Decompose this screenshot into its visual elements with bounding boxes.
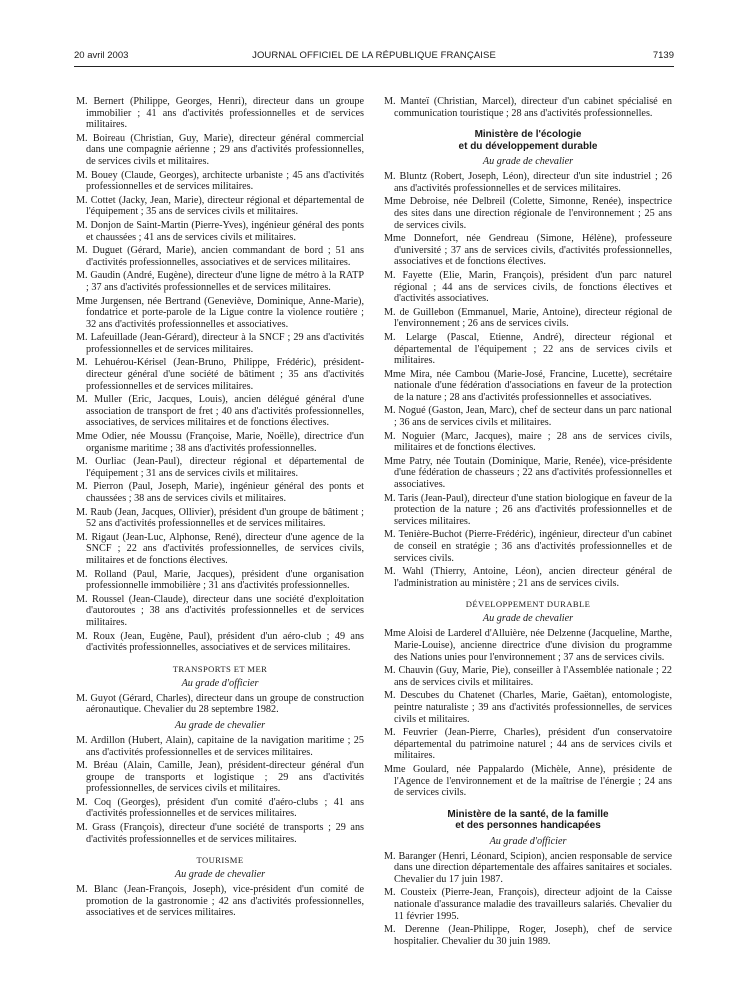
header-date: 20 avril 2003	[74, 50, 129, 61]
entry-list	[384, 96, 672, 119]
entry-list	[384, 628, 672, 798]
entry-list	[76, 693, 364, 716]
entry-list	[76, 884, 364, 919]
decoration-entry: M. Bouey (Claude, Georges), architecte urbaniste ; 45 ans d'activités professionnelles et de services militaires.	[76, 169, 364, 193]
decoration-entry: M. Lehuérou-Kérisel (Jean-Bruno, Philippe, Frédéric), président-directeur général d'une société de bâtiment ; 35 ans d'activités professionnelles et de services militaires.	[76, 357, 364, 392]
decoration-entry: Mme Aloisi de Larderel d'Alluière, née Delzenne (Jacqueline, Marthe, Marie-Louise), ancienne directrice d'une division du programme des Nations unies pour l'environnement ; 37 ans de services civils.	[384, 628, 672, 663]
decoration-entry: M. Guyot (Gérard, Charles), directeur dans un groupe de construction aéronautique. Chevalier du 28 septembre 1982.	[76, 692, 364, 716]
decoration-entry: M. Gaudin (André, Eugène), directeur d'une ligne de métro à la RATP ; 37 ans d'activités professionnelles et de services militaires.	[76, 270, 364, 293]
decoration-entry: M. Tenière-Buchot (Pierre-Frédéric), ingénieur, directeur d'un cabinet de conseil en stratégie ; 36 ans d'activités professionnelles et de services civils.	[384, 529, 672, 564]
entry-list	[384, 171, 672, 589]
decoration-entry: M. Bréau (Alain, Camille, Jean), président-directeur général d'un groupe de transports et logistique ; 29 ans d'activités professionnelles, de services civils et militaires.	[76, 760, 364, 795]
page-header	[74, 50, 674, 64]
decoration-entry: M. Bernert (Philippe, Georges, Henri), directeur dans un groupe immobilier ; 41 ans d'activités professionnelles et de services militaires.	[76, 96, 364, 131]
decoration-entry: M. Ourliac (Jean-Paul), directeur régional et départemental de l'équipement ; 31 ans de services civils et militaires.	[76, 456, 364, 479]
ministry-heading-line: et des personnes handicapées	[455, 820, 601, 832]
decoration-entry: Mme Debroise, née Delbreil (Colette, Simonne, Renée), inspectrice des sites dans une direction régionale de l'environnement ; 25 ans de services civils.	[384, 196, 672, 231]
decoration-entry: M. Boireau (Christian, Guy, Marie), directeur général commercial dans une compagnie aérienne ; 29 ans d'activités professionnelles, de services civils et militaires.	[76, 132, 364, 167]
ministry-heading-ecologie	[384, 129, 672, 152]
decoration-entry: M. Roussel (Jean-Claude), directeur dans une société d'exploitation d'autoroutes ; 38 ans d'activités professionnelles et de services militaires.	[76, 593, 364, 628]
decoration-entry: M. Derenne (Jean-Philippe, Roger, Joseph), chef de service hospitalier. Chevalier du 30 juin 1989.	[384, 924, 672, 947]
grade-heading: Au grade de chevalier	[174, 869, 266, 881]
decoration-entry: M. Wahl (Thierry, Antoine, Léon), ancien directeur général de l'administration au ministère ; 21 ans de services civils.	[384, 566, 672, 589]
decoration-entry: Mme Patry, née Toutain (Dominique, Marie, Renée), vice-présidente d'une fédération de chasseurs ; 22 ans d'activités professionnelles et associatives.	[384, 455, 672, 491]
decoration-entry: Mme Donnefort, née Gendreau (Simone, Hélène), professeure d'université ; 37 ans de services civils, d'activités professionnelles, associatives et de fonctions électives.	[384, 233, 672, 268]
decoration-entry: M. Cottet (Jacky, Jean, Marie), directeur régional et départemental de l'équipement ; 35 ans de services civils et militaires.	[76, 194, 364, 218]
decoration-entry: Mme Jurgensen, née Bertrand (Geneviève, Dominique, Anne-Marie), fondatrice et porte-parole de la Ligue contre la violence routière ; 32 ans d'activités professionnelles et associatives.	[76, 295, 364, 330]
decoration-entry: M. de Guillebon (Emmanuel, Marie, Antoine), directeur régional de l'environnement ; 26 ans de services civils.	[384, 306, 672, 330]
decoration-entry: Mme Goulard, née Pappalardo (Michèle, Anne), présidente de l'Agence de l'environnement et de la maîtrise de l'énergie ; 24 ans de services civils.	[384, 763, 672, 799]
decoration-entry: M. Cousteix (Pierre-Jean, François), directeur adjoint de la Caisse nationale d'assurance maladie des travailleurs salariés. Chevalier du 11 février 1995.	[384, 887, 672, 922]
ministry-heading-line: Ministère de l'écologie	[474, 129, 582, 141]
decoration-entry: M. Pierron (Paul, Joseph, Marie), ingénieur général des ponts et chaussées ; 38 ans de services civils et militaires.	[76, 481, 364, 504]
decoration-entry: M. Noguier (Marc, Jacques), maire ; 28 ans de services civils, militaires et de fonctions électives.	[384, 430, 672, 454]
decoration-entry: M. Donjon de Saint-Martin (Pierre-Yves), ingénieur général des ponts et chaussées ; 41 ans de services civils et militaires.	[76, 219, 364, 243]
header-journal-title: JOURNAL OFFICIEL DE LA RÉPUBLIQUE FRANÇAISE	[252, 50, 496, 61]
section-heading-transports: TRANSPORTS ET MER	[172, 663, 268, 674]
grade-heading: Au grade de chevalier	[174, 719, 266, 731]
section-heading-developpement: DÉVELOPPEMENT DURABLE	[465, 599, 591, 610]
ministry-heading-line: Ministère de la santé, de la famille	[447, 808, 609, 820]
header-page-number: 7139	[652, 50, 674, 61]
decoration-entry: M. Coq (Georges), président d'un comité d'aéro-clubs ; 41 ans d'activités professionnelles et de services militaires.	[76, 796, 364, 820]
decoration-entry: Mme Mira, née Cambou (Marie-José, Francine, Lucette), secrétaire nationale d'une fédération d'associations en faveur de la protection de la nature ; 28 ans d'activités professionnelles et associatives.	[384, 368, 672, 403]
decoration-entry: M. Feuvrier (Jean-Pierre, Charles), président d'un conservatoire départemental du patrimoine naturel ; 44 ans de services civils et militaires.	[384, 727, 672, 762]
right-column	[384, 96, 672, 949]
decoration-entry: M. Rolland (Paul, Marie, Jacques), président d'une organisation professionnelle immobilière ; 31 ans d'activités professionnelles.	[76, 568, 364, 592]
left-column	[76, 96, 364, 921]
entry-list	[76, 735, 364, 845]
decoration-entry: M. Rigaut (Jean-Luc, Alphonse, René), directeur d'une agence de la SNCF ; 22 ans d'activités professionnelles, de services civils, militaires et de fonctions électives.	[76, 531, 364, 566]
decoration-entry: M. Taris (Jean-Paul), directeur d'une station biologique en faveur de la protection de la nature ; 26 ans d'activités professionnelles et de services militaires.	[384, 492, 672, 527]
grade-heading: Au grade d'officier	[181, 677, 259, 689]
decoration-entry: M. Blanc (Jean-François, Joseph), vice-président d'un comité de promotion de la gastronomie ; 42 ans d'activités professionnelles, associatives et de services militaires.	[76, 884, 364, 919]
grade-heading: Au grade de chevalier	[482, 613, 574, 625]
ministry-heading-line: et du développement durable	[458, 140, 598, 152]
decoration-entry: M. Manteï (Christian, Marcel), directeur d'un cabinet spécialisé en communication touristique ; 28 ans d'activités professionnelles.	[384, 96, 672, 119]
decoration-entry: M. Nogué (Gaston, Jean, Marc), chef de secteur dans un parc national ; 36 ans de services civils et militaires.	[384, 405, 672, 429]
entry-list	[76, 96, 364, 654]
entry-list	[384, 851, 672, 948]
section-heading-tourisme: TOURISME	[196, 855, 244, 866]
decoration-entry: M. Ardillon (Hubert, Alain), capitaine de la navigation maritime ; 25 ans d'activités professionnelles et de services militaires.	[76, 734, 364, 758]
ministry-heading-sante	[384, 809, 672, 832]
grade-heading: Au grade de chevalier	[482, 156, 574, 168]
decoration-entry: M. Grass (François), directeur d'une société de transports ; 29 ans d'activités professionnelles et de services militaires.	[76, 822, 364, 845]
decoration-entry: M. Lelarge (Pascal, Etienne, André), directeur régional et départemental de l'équipement ; 22 ans de services civils et militaires.	[384, 331, 672, 367]
decoration-entry: M. Descubes du Chatenet (Charles, Marie, Gaëtan), entomologiste, peintre naturaliste ; 39 ans d'activités professionnelles, de services civils et militaires.	[384, 690, 672, 725]
header-rule	[74, 66, 674, 67]
decoration-entry: M. Chauvin (Guy, Marie, Pie), conseiller à l'Assemblée nationale ; 22 ans de services civils et militaires.	[384, 665, 672, 688]
decoration-entry: M. Duguet (Gérard, Marie), ancien commandant de bord ; 51 ans d'activités professionnelles, associatives et de services militaires.	[76, 245, 364, 268]
decoration-entry: M. Bluntz (Robert, Joseph, Léon), directeur d'un site industriel ; 26 ans d'activités professionnelles et de services militaires.	[384, 171, 672, 194]
decoration-entry: M. Raub (Jean, Jacques, Ollivier), président d'un groupe de bâtiment ; 52 ans d'activités professionnelles et de services militaires.	[76, 506, 364, 530]
decoration-entry: M. Lafeuillade (Jean-Gérard), directeur à la SNCF ; 29 ans d'activités professionnelles et de services militaires.	[76, 332, 364, 355]
decoration-entry: M. Muller (Eric, Jacques, Louis), ancien délégué général d'une association de transport de fret ; 40 ans d'activités professionnelles, associatives, de services militaires et de fonctions électives.	[76, 394, 364, 429]
decoration-entry: M. Baranger (Henri, Léonard, Scipion), ancien responsable de service dans une direction départementale des affaires sanitaires et sociales. Chevalier du 17 juin 1987.	[384, 850, 672, 885]
decoration-entry: Mme Odier, née Moussu (Françoise, Marie, Noëlle), directrice d'un organisme maritime ; 38 ans d'activités professionnelles.	[76, 431, 364, 454]
decoration-entry: M. Roux (Jean, Eugène, Paul), président d'un aéro-club ; 49 ans d'activités professionnelles, associatives et de services militaires.	[76, 630, 364, 654]
grade-heading: Au grade d'officier	[489, 835, 567, 847]
decoration-entry: M. Fayette (Elie, Marin, François), président d'un parc naturel régional ; 44 ans de services civils, de fonctions électives et d'activités associatives.	[384, 269, 672, 305]
